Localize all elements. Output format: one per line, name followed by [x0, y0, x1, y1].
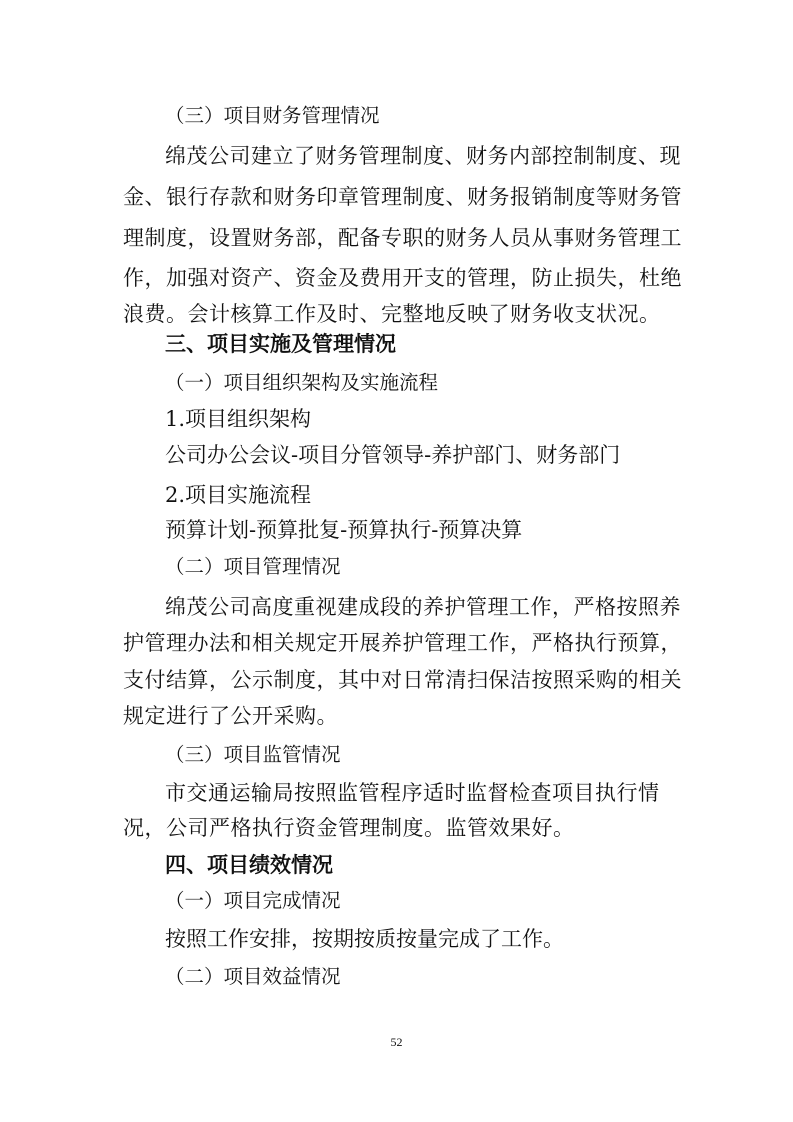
subsection-heading-management: （二）项目管理情况 — [165, 555, 341, 578]
paragraph-line: 按照工作安排，按期按质按量完成了工作。 — [165, 927, 564, 951]
subsection-heading-organization: （一）项目组织架构及实施流程 — [165, 371, 439, 394]
subsection-heading-benefits: （二）项目效益情况 — [165, 965, 341, 988]
paragraph-line: 规定进行了公开采购。 — [123, 704, 338, 728]
paragraph-line: 市交通运输局按照监管程序适时监督检查项目执行情 — [165, 781, 660, 805]
paragraph-line: 作，加强对资产、资金及费用开支的管理，防止损失，杜绝 — [123, 266, 682, 290]
section-heading-performance: 四、项目绩效情况 — [165, 853, 333, 877]
paragraph-line: 公司办公会议-项目分管领导-养护部门、财务部门 — [165, 443, 621, 467]
paragraph-line: 绵茂公司高度重视建成段的养护管理工作，严格按照养 — [165, 595, 681, 619]
section-heading-implementation: 三、项目实施及管理情况 — [165, 332, 396, 356]
paragraph-line: 护管理办法和相关规定开展养护管理工作，严格执行预算， — [123, 631, 682, 655]
paragraph-line: 理制度，设置财务部，配备专职的财务人员从事财务管理工 — [123, 226, 682, 250]
paragraph-line: 金、银行存款和财务印章管理制度、财务报销制度等财务管 — [123, 185, 682, 209]
subsection-heading-supervision: （三）项目监管情况 — [165, 743, 341, 766]
paragraph-line: 况，公司严格执行资金管理制度。监管效果好。 — [123, 816, 575, 840]
item-heading-process: 2.项目实施流程 — [165, 483, 312, 507]
paragraph-line: 预算计划-预算批复-预算执行-预算决算 — [165, 518, 523, 542]
subsection-heading-financial-management: （三）项目财务管理情况 — [165, 104, 380, 127]
item-heading-org-structure: 1.项目组织架构 — [165, 407, 312, 431]
paragraph-line: 浪费。会计核算工作及时、完整地反映了财务收支状况。 — [123, 302, 661, 326]
subsection-heading-completion: （一）项目完成情况 — [165, 889, 341, 912]
paragraph-line: 绵茂公司建立了财务管理制度、财务内部控制制度、现 — [165, 144, 681, 168]
paragraph-line: 支付结算，公示制度，其中对日常清扫保洁按照采购的相关 — [123, 668, 682, 692]
page-number: 52 — [390, 1035, 403, 1049]
